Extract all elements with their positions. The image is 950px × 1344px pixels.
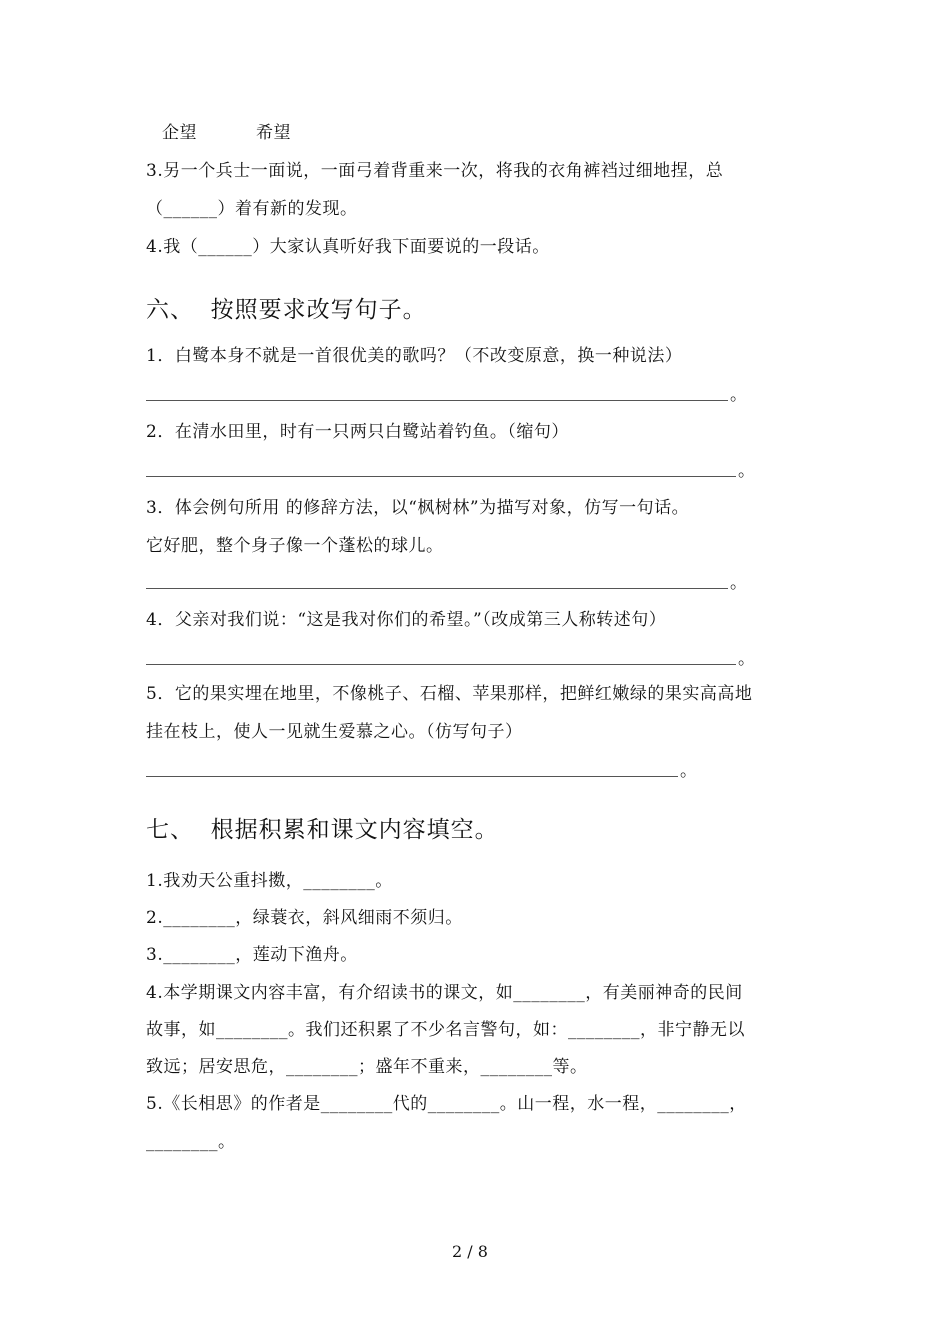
s6-q4: 4．父亲对我们说：“这是我对你们的希望。”（改成第三人称转述句） xyxy=(146,610,667,630)
s7-q4-line-1: 4.本学期课文内容丰富，有介绍读书的课文，如________，有美丽神奇的民间 xyxy=(146,983,743,1003)
s7-q3: 3.________，莲动下渔舟。 xyxy=(146,945,358,965)
s7-q1: 1.我劝天公重抖擞，________。 xyxy=(146,871,393,891)
s7-q2: 2.________，绿蓑衣，斜风细雨不须归。 xyxy=(146,908,463,928)
word-options: 企望 希望 xyxy=(162,123,292,143)
s6-q2-answer-line[interactable] xyxy=(146,458,736,477)
s6-q5-line-1: 5．它的果实埋在地里，不像桃子、石榴、苹果那样，把鲜红嫩绿的果实高高地 xyxy=(146,684,753,704)
s6-q2: 2．在清水田里，时有一只两只白鹭站着钓鱼。（缩句） xyxy=(146,422,569,442)
s6-q3-line-2: 它好肥，整个身子像一个蓬松的球儿。 xyxy=(146,536,444,556)
section-6-heading: 六、 按照要求改写句子。 xyxy=(146,297,427,323)
s7-q4-line-3: 致远；居安思危，________；盛年不重来，________等。 xyxy=(146,1057,588,1077)
q3-line-1: 3.另一个兵士一面说，一面弓着背重来一次，将我的衣角裤裆过细地捏，总 xyxy=(146,161,724,181)
s6-q1-answer-line[interactable] xyxy=(146,382,728,401)
s6-q2-period: 。 xyxy=(738,461,755,481)
s6-q3-answer-line[interactable] xyxy=(146,570,728,589)
s6-q5-period: 。 xyxy=(680,761,697,781)
q4-line: 4.我（______）大家认真听好我下面要说的一段话。 xyxy=(146,237,550,257)
s6-q4-answer-line[interactable] xyxy=(146,646,736,665)
s7-q5-line-1: 5.《长相思》的作者是________代的________。山一程，水一程，________， xyxy=(146,1094,747,1114)
s6-q5-answer-line[interactable] xyxy=(146,758,678,777)
s6-q1-period: 。 xyxy=(730,385,747,405)
s6-q3-line-1: 3．体会例句所用 的修辞方法，以“枫树林”为描写对象，仿写一句话。 xyxy=(146,498,690,518)
s6-q5-line-2: 挂在枝上，使人一见就生爱慕之心。（仿写句子） xyxy=(146,722,523,742)
s7-q5-line-2: ________。 xyxy=(146,1132,236,1152)
s6-q1: 1．白鹭本身不就是一首很优美的歌吗？（不改变原意，换一种说法） xyxy=(146,346,683,366)
page-number: 2 / 8 xyxy=(452,1242,488,1261)
q3-line-2: （______）着有新的发现。 xyxy=(146,199,358,219)
section-7-heading: 七、 根据积累和课文内容填空。 xyxy=(146,817,499,843)
s6-q4-period: 。 xyxy=(738,649,755,669)
s7-q4-line-2: 故事，如________。我们还积累了不少名言警句，如：________，非宁静无以 xyxy=(146,1020,745,1040)
s6-q3-period: 。 xyxy=(730,573,747,593)
